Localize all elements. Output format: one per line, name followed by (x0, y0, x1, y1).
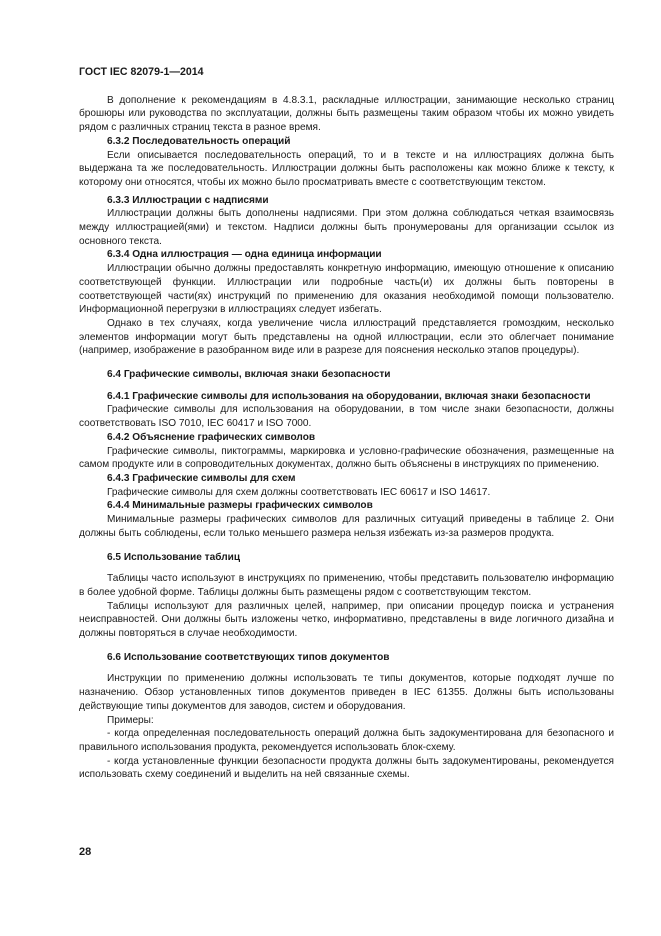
section-heading-6-4-4: 6.4.4 Минимальные размеры графических символов (107, 500, 373, 512)
section-text-6-3-4-b: Однако в тех случаях, когда увеличение числа иллюстраций представляется громоздким, несколько элементов информации могут быть представлены на одной иллюстрации, если это облегчает понимание (например, изображение в разобранном виде или в разрезе для пояснения несколько этапов процедуры). (79, 317, 614, 357)
section-text-6-4-3: Графические символы для схем должны соответствовать IEC 60617 и ISO 14617. (107, 486, 491, 498)
section-text-6-3-4-a: Иллюстрации обычно должны предоставлять конкретную информацию, имеющую отношение к описанию соответствующей функции. Иллюстрации или подробные часть(и) их должны быть повторены в соответствующей части(ях) инструкций по применению для оказания необходимой помощи пользователю. Информационной перегрузки в иллюстрациях следует избегать. (79, 263, 614, 316)
example-item-1: - когда определенная последовательность операций должна быть задокументирована для безопасного и правильного использования продукта, рекомендуется использовать блок-схему. (79, 728, 614, 753)
section-text-6-3-2: Если описывается последовательность операций, то и в тексте и на иллюстрациях должна быть выдержана та же последовательность. Иллюстрации должны быть расположены как можно ближе к тексту, к которому они относятся, чтобы их можно было просматривать вместе с соответствующим текстом. (79, 149, 614, 188)
section-text-6-4-1: Графические символы для использования на оборудовании, в том числе знаки безопасности, должны соответствовать ISO 7010, IEC 60417 и ISO 7000. (79, 404, 614, 430)
section-heading-6-4-3: 6.4.3 Графические символы для схем (107, 472, 296, 484)
document-header: ГОСТ IEC 82079-1—2014 (79, 66, 204, 78)
section-text-6-5-a: Таблицы часто используют в инструкциях по применению, чтобы представить пользователю информацию в более удобной форме. Таблицы должны быть размещены рядом с соответствующим текстом. (79, 573, 614, 598)
section-heading-6-4: 6.4 Графические символы, включая знаки безопасности (107, 369, 391, 381)
examples-label: Примеры: (107, 714, 154, 726)
intro-paragraph: В дополнение к рекомендациям в 4.8.3.1, раскладные иллюстрации, занимающие несколько страниц брошюры или руководства по эксплуатации, должны быть размещены таким образом чтобы их можно увидеть рядом с различных страниц текста в разное время. (79, 94, 614, 134)
section-heading-6-4-1: 6.4.1 Графические символы для использования на оборудовании, включая знаки безопасности (107, 390, 591, 402)
section-heading-6-4-2: 6.4.2 Объяснение графических символов (107, 431, 316, 443)
document-page (79, 66, 614, 782)
section-heading-6-5: 6.5 Использование таблиц (107, 551, 241, 563)
section-text-6-4-4: Минимальные размеры графических символов для различных ситуаций приведены в таблице 2. Они должны быть соблюдены, если только меньшего размера нельзя избежать из-за размеров продукта. (79, 514, 614, 539)
section-heading-6-3-2: 6.3.2 Последовательность операций (107, 135, 291, 147)
section-text-6-4-2: Графические символы, пиктограммы, маркировка и условно-графические обозначения, размещенные на самом продукте или в сопроводительных документах, должно быть объяснены в инструкциях по применению. (79, 445, 614, 471)
example-item-2: - когда установленные функции безопасности продукта должны быть задокументированы, рекомендуется использовать схему соединений и выделить на ней связанные схемы. (79, 755, 614, 781)
section-text-6-3-3: Иллюстрации должны быть дополнены надписями. При этом должна соблюдаться четкая взаимосвязь между иллюстрацией(ями) и текстом. Надписи должны быть пронумерованы для организации ссылок из основного текста. (79, 208, 614, 247)
section-heading-6-3-4: 6.3.4 Одна иллюстрация — одна единица информации (107, 249, 382, 261)
section-heading-6-6: 6.6 Использование соответствующих типов документов (107, 651, 390, 663)
section-text-6-5-b: Таблицы используют для различных целей, например, при описании процедур поиска и устранения неисправностей. Они должны быть изложены четко, информативно, представлены в виде логичного дизайна и должны повторяться в случае необходимости. (79, 600, 614, 640)
section-heading-6-3-3: 6.3.3 Иллюстрации с надписями (107, 194, 269, 206)
section-text-6-6: Инструкции по применению должны использовать те типы документов, которые подходят лучше по назначению. Обзор установленных типов документов приведен в IEC 61355. Должны быть использованы действующие типы документов для заводов, систем и оборудования. (79, 673, 614, 712)
page-number: 28 (79, 846, 92, 858)
